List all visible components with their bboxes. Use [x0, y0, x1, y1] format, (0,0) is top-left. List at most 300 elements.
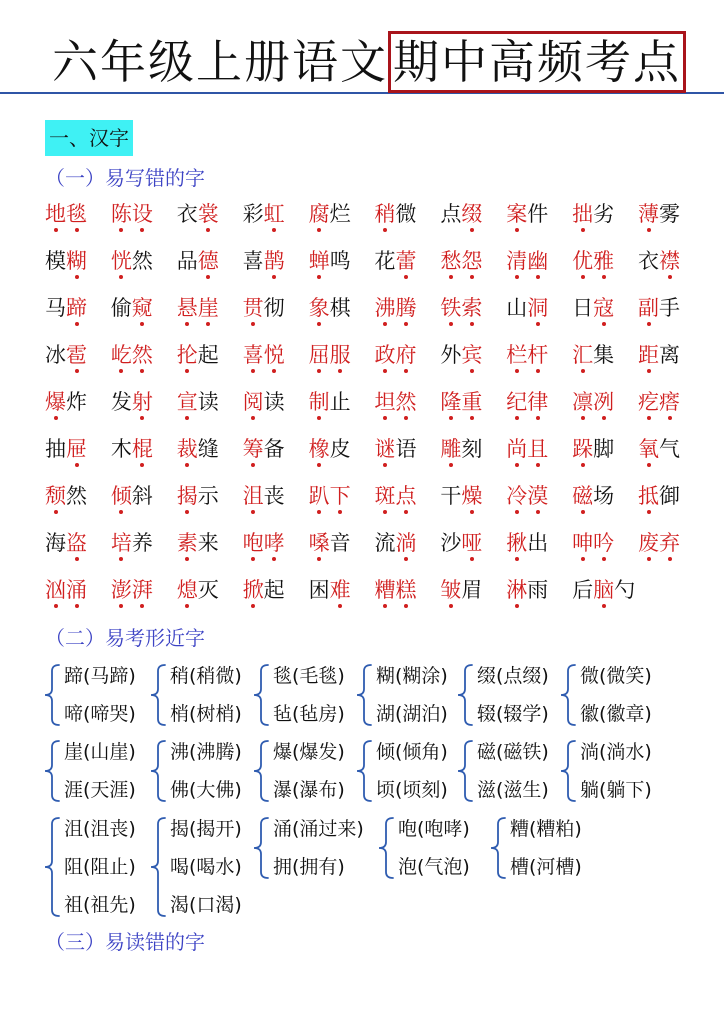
similar-char-item: 滋(滋生) — [477, 779, 549, 801]
word-item — [309, 529, 375, 576]
similar-char-item: 毡(毡房) — [273, 703, 345, 725]
error-prone-char: 毯 — [66, 202, 87, 226]
error-prone-char: 揪 — [506, 531, 528, 555]
word-char: 抽 — [45, 437, 66, 461]
error-prone-char: 贯 — [242, 296, 264, 320]
brace-bracket — [490, 817, 506, 879]
word-char: 离 — [659, 343, 681, 367]
brace-bracket — [150, 664, 166, 726]
error-prone-char: 裁 — [176, 437, 198, 461]
error-prone-char: 蕾 — [395, 249, 417, 273]
error-prone-char: 宣 — [176, 390, 198, 414]
similar-char-set — [44, 657, 136, 733]
word-item — [177, 482, 243, 529]
similar-char-set — [560, 657, 652, 733]
error-prone-char: 洞 — [527, 296, 549, 320]
error-prone-char: 难 — [329, 578, 351, 602]
error-prone-char: 熄 — [176, 578, 198, 602]
error-prone-char: 阅 — [242, 390, 264, 414]
error-prone-char: 屉 — [66, 437, 87, 461]
word-item — [243, 294, 309, 341]
word-char: 示 — [197, 484, 219, 508]
error-prone-char: 糕 — [395, 578, 417, 602]
word-item — [243, 388, 309, 435]
word-char: 止 — [329, 390, 351, 414]
word-char: 音 — [329, 531, 351, 555]
brace-bracket — [378, 817, 394, 879]
similar-char-item: 毯(毛毯) — [273, 665, 345, 687]
similar-char-item: 微(微笑) — [580, 665, 652, 687]
word-char: 起 — [263, 578, 285, 602]
word-item — [309, 388, 375, 435]
word-item — [45, 388, 111, 435]
error-prone-char: 糊 — [66, 249, 87, 273]
word-char: 起 — [197, 343, 219, 367]
word-char: 灭 — [197, 578, 219, 602]
word-char: 炸 — [66, 390, 87, 414]
error-prone-char: 揭 — [176, 484, 198, 508]
similar-char-set — [44, 733, 136, 809]
error-prone-char: 淌 — [395, 531, 417, 555]
error-prone-char: 谜 — [374, 437, 396, 461]
error-prone-char: 沸 — [374, 296, 396, 320]
error-prone-char: 汹 — [45, 578, 66, 602]
similar-char-item: 糊(糊涂) — [376, 665, 448, 687]
similar-char-item: 躺(躺下) — [580, 779, 652, 801]
error-prone-char: 拙 — [572, 202, 594, 226]
brace-bracket — [150, 740, 166, 802]
similar-char-item: 湖(湖泊) — [376, 703, 448, 725]
word-char: 沙 — [440, 531, 462, 555]
error-prone-char: 淋 — [506, 578, 528, 602]
error-prone-char: 怨 — [461, 249, 483, 273]
part2-heading: （二）易考形近字 — [45, 626, 205, 650]
word-item — [111, 247, 177, 294]
similar-char-item: 喝(喝水) — [170, 856, 242, 878]
error-prone-char: 栏 — [506, 343, 528, 367]
similar-char-item: 泡(气泡) — [398, 856, 470, 878]
word-item — [243, 529, 309, 576]
error-prone-char: 政 — [374, 343, 396, 367]
similar-char-set — [560, 733, 652, 809]
error-prone-char: 凛 — [572, 390, 594, 414]
similar-char-item: 瀑(瀑布) — [273, 779, 345, 801]
word-item — [572, 341, 638, 388]
word-item — [45, 200, 111, 247]
error-prone-char: 尚 — [506, 437, 528, 461]
brace-bracket — [560, 664, 576, 726]
error-prone-char: 坦 — [374, 390, 396, 414]
word-item — [440, 294, 506, 341]
error-prone-char: 湃 — [131, 578, 153, 602]
error-prone-char: 蹄 — [66, 296, 87, 320]
brace-bracket — [44, 740, 60, 802]
word-grid — [45, 200, 704, 623]
error-prone-char: 制 — [308, 390, 330, 414]
word-char: 模 — [45, 249, 66, 273]
word-char: 手 — [659, 296, 681, 320]
word-item — [506, 482, 572, 529]
word-item — [506, 294, 572, 341]
word-item — [374, 482, 440, 529]
word-item — [309, 294, 375, 341]
word-item — [440, 200, 506, 247]
error-prone-char: 皱 — [440, 578, 462, 602]
word-char: 彩 — [242, 202, 264, 226]
similar-char-item: 渴(口渴) — [170, 894, 242, 916]
similar-char-item: 祖(祖先) — [64, 894, 136, 916]
error-prone-char: 窥 — [131, 296, 153, 320]
error-prone-char: 裳 — [197, 202, 219, 226]
error-prone-char: 爆 — [45, 390, 66, 414]
word-item — [572, 294, 638, 341]
word-item — [572, 435, 638, 482]
similar-char-item: 淌(淌水) — [580, 741, 652, 763]
error-prone-char: 悦 — [263, 343, 285, 367]
word-item — [309, 341, 375, 388]
similar-char-item: 缀(点缀) — [477, 665, 549, 687]
word-item — [243, 576, 309, 623]
word-char: 点 — [440, 202, 462, 226]
word-item — [374, 294, 440, 341]
similar-char-set — [490, 810, 582, 886]
error-prone-char: 疙 — [638, 390, 660, 414]
word-item — [177, 341, 243, 388]
word-item — [309, 435, 375, 482]
error-prone-char: 趴 — [308, 484, 330, 508]
error-prone-char: 咆 — [242, 531, 264, 555]
word-item — [309, 482, 375, 529]
word-char: 海 — [45, 531, 66, 555]
word-item — [111, 482, 177, 529]
word-char: 雾 — [659, 202, 681, 226]
word-item — [440, 529, 506, 576]
error-prone-char: 筹 — [242, 437, 264, 461]
word-item — [506, 388, 572, 435]
word-char: 丧 — [263, 484, 285, 508]
similar-char-set — [457, 733, 549, 809]
error-prone-char: 杆 — [527, 343, 549, 367]
brace-bracket — [356, 664, 372, 726]
error-prone-char: 府 — [395, 343, 417, 367]
brace-bracket — [253, 664, 269, 726]
similar-char-set — [150, 657, 242, 733]
error-prone-char: 设 — [131, 202, 153, 226]
word-item — [440, 576, 506, 623]
error-prone-char: 澎 — [110, 578, 132, 602]
brace-bracket — [457, 664, 473, 726]
error-prone-char: 哑 — [461, 531, 483, 555]
similar-char-set — [253, 810, 364, 886]
similar-char-set — [378, 810, 470, 886]
error-prone-char: 素 — [176, 531, 198, 555]
error-prone-char: 重 — [461, 390, 483, 414]
word-item — [45, 529, 111, 576]
similar-char-item: 崖(山崖) — [64, 741, 136, 763]
error-prone-char: 薄 — [638, 202, 660, 226]
similar-char-item: 涯(天涯) — [64, 779, 136, 801]
similar-char-item: 揭(揭开) — [170, 818, 242, 840]
word-item — [374, 341, 440, 388]
word-item — [177, 529, 243, 576]
part3-heading: （三）易读错的字 — [45, 930, 205, 954]
word-char: 外 — [440, 343, 462, 367]
word-item — [638, 341, 704, 388]
word-char: 御 — [659, 484, 681, 508]
word-row — [45, 341, 704, 388]
word-item — [506, 247, 572, 294]
word-item — [572, 529, 638, 576]
word-row — [45, 529, 704, 576]
brace-bracket — [44, 817, 60, 917]
word-item — [177, 435, 243, 482]
similar-char-set — [356, 733, 448, 809]
word-item — [111, 341, 177, 388]
word-item — [45, 341, 111, 388]
title-main: 六年级上册语文 — [52, 35, 388, 89]
similar-char-item: 爆(爆发) — [273, 741, 345, 763]
word-item — [45, 576, 111, 623]
page-title — [52, 31, 686, 93]
word-char: 烂 — [329, 202, 351, 226]
error-prone-char: 崖 — [197, 296, 219, 320]
word-row — [45, 435, 704, 482]
word-char: 偷 — [110, 296, 132, 320]
section-heading: 一、汉字 — [45, 120, 133, 156]
word-char: 气 — [659, 437, 681, 461]
word-char: 马 — [45, 296, 66, 320]
word-char: 语 — [395, 437, 417, 461]
error-prone-char: 鹊 — [263, 249, 285, 273]
word-char: 脚 — [593, 437, 615, 461]
word-item — [638, 435, 704, 482]
similar-char-set — [44, 810, 136, 924]
word-item — [638, 294, 704, 341]
similar-char-item: 沮(沮丧) — [64, 818, 136, 840]
similar-char-set — [150, 810, 242, 924]
similar-char-item: 磁(磁铁) — [477, 741, 549, 763]
error-prone-char: 瘩 — [659, 390, 681, 414]
error-prone-char: 呻 — [572, 531, 594, 555]
brace-bracket — [457, 740, 473, 802]
error-prone-char: 雅 — [593, 249, 615, 273]
error-prone-char: 雕 — [440, 437, 462, 461]
error-prone-char: 喜 — [242, 343, 264, 367]
word-char: 读 — [197, 390, 219, 414]
word-item — [243, 341, 309, 388]
error-prone-char: 蝉 — [308, 249, 330, 273]
error-prone-char: 培 — [110, 531, 132, 555]
error-prone-char: 点 — [395, 484, 417, 508]
word-char: 困 — [308, 578, 330, 602]
word-char: 衣 — [638, 249, 660, 273]
error-prone-char: 下 — [329, 484, 351, 508]
word-item — [111, 576, 177, 623]
error-prone-char: 斑 — [374, 484, 396, 508]
error-prone-char: 冷 — [506, 484, 528, 508]
similar-char-set — [150, 733, 242, 809]
error-prone-char: 服 — [329, 343, 351, 367]
word-item — [177, 576, 243, 623]
word-char: 木 — [110, 437, 132, 461]
word-item — [243, 247, 309, 294]
word-row — [45, 482, 704, 529]
word-char: 出 — [527, 531, 549, 555]
word-char: 发 — [110, 390, 132, 414]
title-highlight-box: 期中高频考点 — [388, 31, 686, 93]
word-row — [45, 200, 704, 247]
similar-char-item: 拥(拥有) — [273, 856, 345, 878]
word-char: 微 — [395, 202, 417, 226]
similar-char-item: 沸(沸腾) — [170, 741, 242, 763]
word-row — [45, 294, 704, 341]
word-char: 备 — [263, 437, 285, 461]
word-item — [440, 247, 506, 294]
word-item — [572, 247, 638, 294]
word-char: 斜 — [131, 484, 153, 508]
similar-char-item: 倾(倾角) — [376, 741, 448, 763]
part1-heading: （一）易写错的字 — [45, 166, 205, 190]
similar-char-item: 蹄(马蹄) — [64, 665, 136, 687]
word-item — [440, 482, 506, 529]
word-char: 衣 — [176, 202, 198, 226]
error-prone-char: 颓 — [45, 484, 66, 508]
brace-bracket — [150, 817, 166, 917]
error-prone-char: 且 — [527, 437, 549, 461]
error-prone-char: 弃 — [659, 531, 681, 555]
word-char: 读 — [263, 390, 285, 414]
word-item — [309, 200, 375, 247]
error-prone-char: 燥 — [461, 484, 483, 508]
word-item — [177, 247, 243, 294]
error-prone-char: 屹 — [110, 343, 132, 367]
word-row — [45, 576, 704, 623]
error-prone-char: 律 — [527, 390, 549, 414]
word-item — [243, 435, 309, 482]
word-item — [638, 200, 704, 247]
word-char: 场 — [593, 484, 615, 508]
error-prone-char: 涌 — [66, 578, 87, 602]
word-row — [45, 247, 704, 294]
error-prone-char: 嗓 — [308, 531, 330, 555]
error-prone-char: 恍 — [110, 249, 132, 273]
word-char: 雨 — [527, 578, 549, 602]
similar-char-item: 稍(稍微) — [170, 665, 242, 687]
word-item — [309, 576, 375, 623]
error-prone-char: 磁 — [572, 484, 594, 508]
error-prone-char: 屈 — [308, 343, 330, 367]
error-prone-char: 铁 — [440, 296, 462, 320]
similar-char-set — [253, 733, 345, 809]
error-prone-char: 棍 — [131, 437, 153, 461]
similar-char-item: 顷(顷刻) — [376, 779, 448, 801]
error-prone-char: 地 — [45, 202, 66, 226]
word-char: 流 — [374, 531, 396, 555]
error-prone-char: 抡 — [176, 343, 198, 367]
word-item — [638, 388, 704, 435]
similar-char-set — [356, 657, 448, 733]
similar-char-item: 槽(河槽) — [510, 856, 582, 878]
word-item — [572, 482, 638, 529]
word-char: 养 — [131, 531, 153, 555]
error-prone-char: 悬 — [176, 296, 198, 320]
error-prone-char: 橡 — [308, 437, 330, 461]
word-item — [309, 247, 375, 294]
error-prone-char: 幽 — [527, 249, 549, 273]
error-prone-char: 漠 — [527, 484, 549, 508]
word-item — [374, 200, 440, 247]
error-prone-char: 倾 — [110, 484, 132, 508]
error-prone-char: 纪 — [506, 390, 528, 414]
error-prone-char: 氧 — [638, 437, 660, 461]
error-prone-char: 掀 — [242, 578, 264, 602]
word-char: 勺 — [614, 578, 636, 602]
similar-char-item: 梢(树梢) — [170, 703, 242, 725]
word-char: 花 — [374, 249, 396, 273]
word-item — [638, 529, 704, 576]
error-prone-char: 案 — [506, 202, 528, 226]
word-item — [506, 435, 572, 482]
word-item — [374, 529, 440, 576]
similar-char-item: 咆(咆哮) — [398, 818, 470, 840]
word-item — [177, 294, 243, 341]
error-prone-char: 清 — [506, 249, 528, 273]
error-prone-char: 愁 — [440, 249, 462, 273]
similar-char-item: 佛(大佛) — [170, 779, 242, 801]
word-char: 集 — [593, 343, 615, 367]
word-item — [440, 435, 506, 482]
error-prone-char: 距 — [638, 343, 660, 367]
error-prone-char: 腐 — [308, 202, 330, 226]
word-char: 皮 — [329, 437, 351, 461]
similar-char-item: 涌(涌过来) — [273, 818, 364, 840]
error-prone-char: 德 — [197, 249, 219, 273]
error-prone-char: 索 — [461, 296, 483, 320]
word-char: 喜 — [242, 249, 264, 273]
similar-char-item: 啼(啼哭) — [64, 703, 136, 725]
word-item — [45, 247, 111, 294]
word-char: 眉 — [461, 578, 483, 602]
word-item — [111, 388, 177, 435]
brace-bracket — [253, 817, 269, 879]
error-prone-char: 冽 — [593, 390, 615, 414]
word-item — [506, 576, 572, 623]
error-prone-char: 宾 — [461, 343, 483, 367]
word-item — [111, 435, 177, 482]
word-char: 后 — [572, 578, 594, 602]
word-item — [374, 388, 440, 435]
error-prone-char: 然 — [131, 343, 153, 367]
error-prone-char: 然 — [395, 390, 417, 414]
error-prone-char: 吟 — [593, 531, 615, 555]
word-item — [506, 200, 572, 247]
brace-bracket — [560, 740, 576, 802]
error-prone-char: 废 — [638, 531, 660, 555]
error-prone-char: 缀 — [461, 202, 483, 226]
word-row — [45, 388, 704, 435]
brace-bracket — [253, 740, 269, 802]
error-prone-char: 糟 — [374, 578, 396, 602]
error-prone-char: 跺 — [572, 437, 594, 461]
word-item — [374, 247, 440, 294]
word-item — [177, 200, 243, 247]
word-item — [572, 200, 638, 247]
brace-bracket — [356, 740, 372, 802]
word-item — [572, 576, 638, 623]
word-item — [506, 529, 572, 576]
word-char: 劣 — [593, 202, 615, 226]
word-item — [572, 388, 638, 435]
